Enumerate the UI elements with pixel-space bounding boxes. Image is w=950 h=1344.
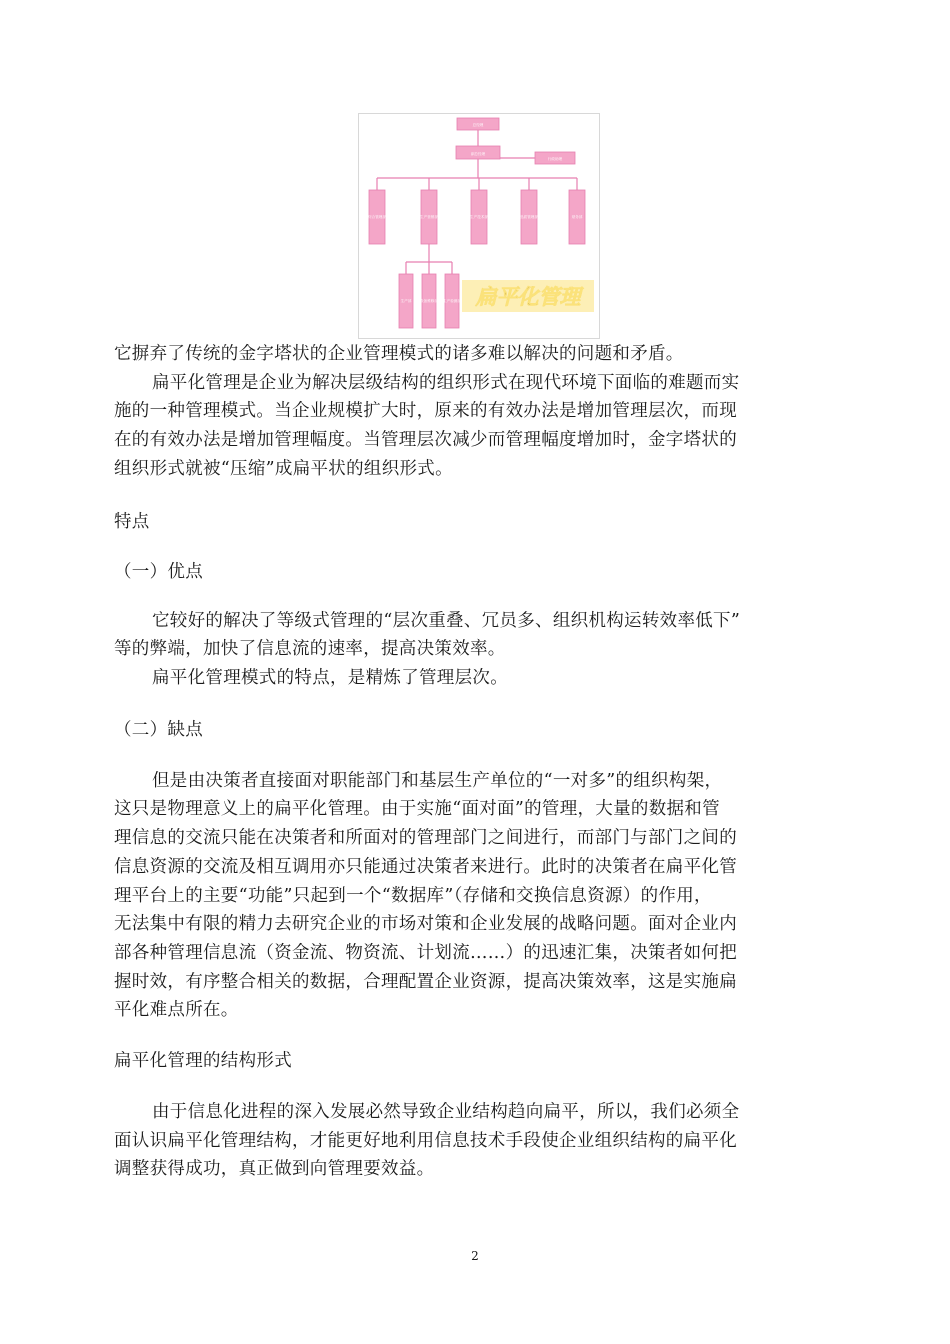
- text-line-18: 部各种管理信息流（资金流、物资流、计划流……）的迅速汇集，决策者如何把: [114, 943, 737, 963]
- text-line-3: 施的一种管理模式。当企业规模扩大时，原来的有效办法是增加管理层次，而现: [114, 401, 737, 421]
- org-chart-figure: [358, 113, 600, 339]
- text-line-24: 调整获得成功，真正做到向管理要效益。: [114, 1159, 435, 1179]
- text-line-4: 在的有效办法是增加管理幅度。当管理层次减少而管理幅度增加时，金字塔状的: [114, 430, 737, 450]
- text-line-12: 但是由决策者直接面对职能部门和基层生产单位的“一对多”的组织构架，: [152, 771, 723, 791]
- sub-label-1: 生产部: [400, 299, 412, 303]
- text-line-8: 它较好的解决了等级式管理的“层次重叠、冗员多、组织机构运转效率低下”: [152, 611, 741, 631]
- text-line-1: 它摒弃了传统的金字塔状的企业管理模式的诸多难以解决的问题和矛盾。: [114, 344, 684, 364]
- text-line-13: 这只是物理意义上的扁平化管理。由于实施“面对面”的管理，大量的数据和管: [114, 799, 720, 819]
- text-line-23: 面认识扁平化管理结构，才能更好地利用信息技术手段使企业组织结构的扁平化: [114, 1131, 737, 1151]
- sub-label-2: 设备维修部: [420, 299, 438, 303]
- text-line-5: 组织形式就被“压缩”成扁平状的组织形式。: [114, 459, 453, 479]
- page-number: 2: [471, 1249, 479, 1263]
- text-line-2: 扁平化管理是企业为解决层级结构的组织形式在现代环境下面临的难题而实: [152, 373, 740, 393]
- dept-label-4: 品质管理部: [520, 215, 538, 219]
- text-line-17: 无法集中有限的精力去研究企业的市场对策和企业发展的战略问题。面对企业内: [114, 914, 737, 934]
- heading-structure: 扁平化管理的结构形式: [114, 1051, 292, 1071]
- org-chart-diagram: [359, 114, 599, 338]
- text-line-15: 信息资源的交流及相互调用亦只能通过决策者来进行。此时的决策者在扁平化管: [114, 857, 737, 877]
- text-line-14: 理信息的交流只能在决策者和所面对的管理部门之间进行，而部门与部门之间的: [114, 828, 737, 848]
- side-box-label: 行政助理: [547, 157, 563, 161]
- dept-label-2: 生产营销部: [420, 215, 438, 219]
- text-line-9: 等的弊端，加快了信息流的速率，提高决策效率。: [114, 639, 506, 659]
- text-line-16: 理平台上的主要“功能”只起到一个“数据库”（存储和交换信息资源）的作用，: [114, 886, 712, 906]
- text-line-20: 平化难点所在。: [114, 1000, 239, 1020]
- heading-features: 特点: [114, 512, 150, 532]
- heading-advantages: （一）优点: [114, 562, 203, 582]
- heading-disadvantages: （二）缺点: [114, 720, 203, 740]
- sub-label-3: 生产检测部: [443, 299, 461, 303]
- dept-label-3: 生产技术部: [470, 215, 488, 219]
- top-box-label: 总经理: [472, 123, 484, 127]
- dept-label-5: 财务部: [571, 215, 583, 219]
- dept-label-1: 综合管理部: [368, 215, 386, 219]
- text-line-22: 由于信息化进程的深入发展必然导致企业结构趋向扁平，所以，我们必须全: [152, 1102, 740, 1122]
- overlay-title: 扁平化管理: [475, 285, 581, 309]
- text-line-10: 扁平化管理模式的特点，是精炼了管理层次。: [152, 668, 508, 688]
- text-line-19: 握时效，有序整合相关的数据，合理配置企业资源，提高决策效率，这是实施扁: [114, 972, 737, 992]
- second-box-label: 副总经理: [470, 152, 486, 156]
- overlay-title-group: [462, 280, 594, 312]
